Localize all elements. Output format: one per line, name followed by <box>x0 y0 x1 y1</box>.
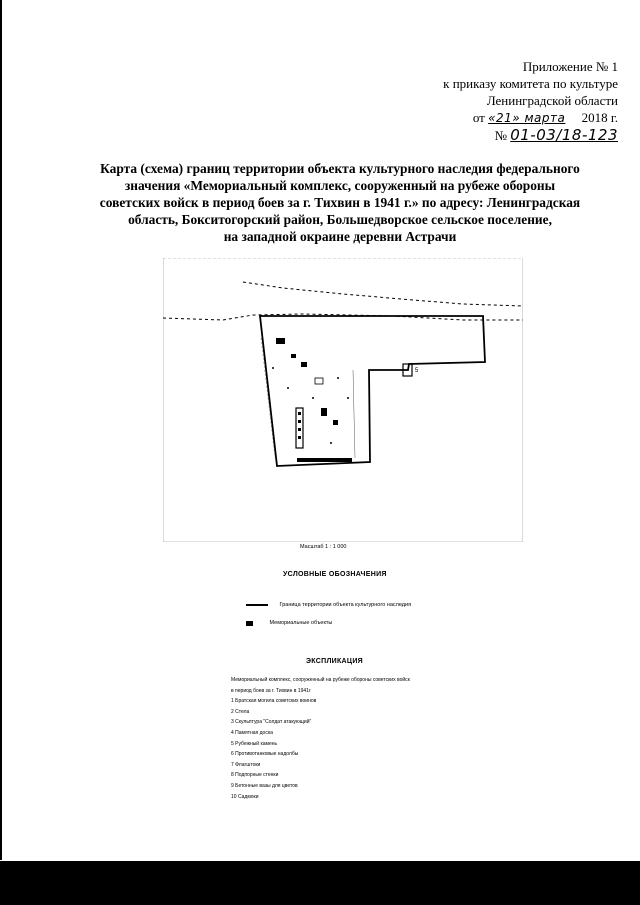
object-label: 5 <box>415 368 419 374</box>
explication-item: 1 Братская могила советских воинов <box>231 698 317 705</box>
memorial-object <box>297 458 352 462</box>
road-edge-upper <box>243 282 523 306</box>
appendix-label: Приложение № 1 <box>522 59 618 74</box>
memorial-object <box>298 428 301 431</box>
explication-item: 4 Памятная доска <box>231 729 273 736</box>
map-mark <box>272 367 274 369</box>
explication-item: 6 Противотанковые надолбы <box>231 751 299 758</box>
legend-label: Мемориальные объекты <box>269 620 333 626</box>
map-drawing <box>163 258 523 542</box>
map-mark <box>347 397 349 399</box>
number-prefix: № <box>494 128 507 143</box>
memorial-object <box>333 420 338 425</box>
memorial-object <box>298 412 301 415</box>
memorial-object <box>321 408 327 416</box>
order-reference: к приказу комитета по культуре <box>443 76 618 91</box>
explication-item: 3 Скульптура "Солдат атакующий" <box>231 719 312 726</box>
explication-item: 7 Флагштоки <box>231 761 261 768</box>
map-mark <box>330 442 332 444</box>
road-edge-lower <box>163 314 523 320</box>
appendix-header <box>443 58 618 144</box>
memorial-object <box>298 420 301 423</box>
territory-map <box>163 258 523 542</box>
map-mark <box>337 377 339 379</box>
explication-intro: в период боев за г. Тихвин в 1941г <box>231 687 311 694</box>
explication-intro: Мемориальный комплекс, сооруженный на рубеже обороны советских войск <box>231 677 410 683</box>
explication-item: 10 Садмоки <box>231 793 259 800</box>
handwritten-date: «21» марта <box>488 111 566 125</box>
legend-item-boundary <box>246 602 411 608</box>
title-line: область, Бокситогорский район, Большедворское сельское поселение, <box>128 212 552 227</box>
legend-label: Граница территории объекта культурного наследия <box>279 602 412 608</box>
legend-title: УСЛОВНЫЕ ОБОЗНАЧЕНИЯ <box>283 571 387 578</box>
title-line: на западной окраине деревни Астрачи <box>223 229 457 244</box>
memorial-object <box>291 354 296 358</box>
inner-path-line <box>261 338 275 458</box>
order-date-line <box>443 109 618 127</box>
boundary-line-swatch <box>246 604 268 606</box>
date-prefix: от <box>472 110 485 125</box>
heritage-boundary <box>260 316 485 466</box>
scan-left-edge <box>0 0 2 860</box>
explication-list <box>231 675 471 802</box>
explication-item: 2 Стела <box>231 708 250 715</box>
memorial-object <box>298 436 301 439</box>
title-line: значения «Мемориальный комплекс, сооруженный на рубеже обороны <box>124 178 556 193</box>
scan-bottom-band <box>0 861 640 905</box>
memorial-object <box>315 378 323 384</box>
legend-item-objects <box>246 620 332 626</box>
title-line: советских войск в период боев за г. Тихвин в 1941 г.» по адресу: Ленинградская <box>99 195 581 210</box>
explication-title: ЭКСПЛИКАЦИЯ <box>306 658 363 665</box>
title-line: Карта (схема) границ территории объекта культурного наследия федерального <box>100 161 580 176</box>
date-year: 2018 г. <box>581 110 618 125</box>
memorial-object <box>276 338 285 344</box>
map-mark <box>287 387 289 389</box>
map-scale: Масштаб 1 : 1 000 <box>300 544 347 550</box>
memorial-object-swatch <box>246 621 253 626</box>
region-name: Ленинградской области <box>486 93 618 108</box>
explication-item: 8 Подпорные стенки <box>231 772 279 779</box>
explication-item: 9 Бетонные вазы для цветов <box>231 782 298 789</box>
memorial-object <box>301 362 307 367</box>
map-mark <box>312 397 314 399</box>
explication-item: 5 Рубежный камень <box>231 740 278 747</box>
order-number-line <box>443 127 618 144</box>
inner-zone-line <box>353 370 355 458</box>
handwritten-number: 01-03/18-123 <box>510 126 618 144</box>
document-title <box>50 160 630 245</box>
